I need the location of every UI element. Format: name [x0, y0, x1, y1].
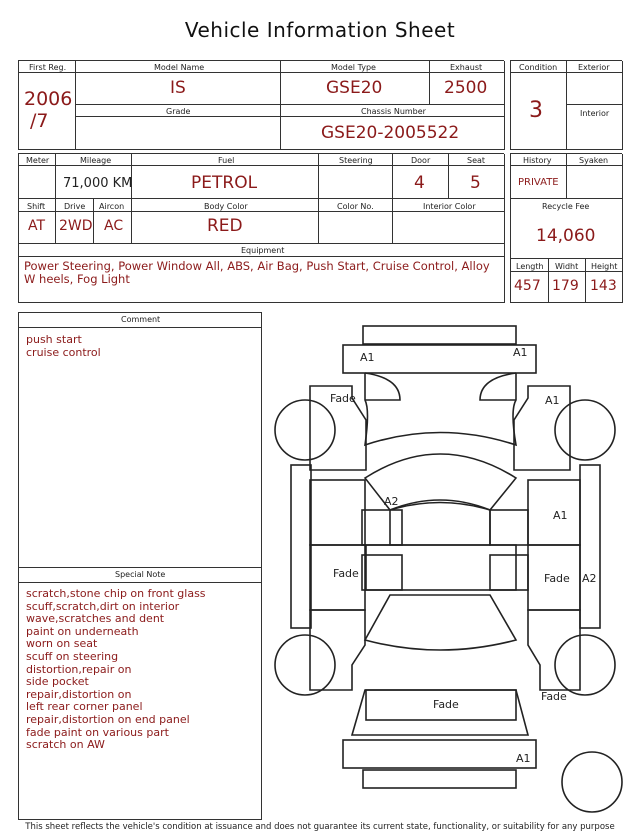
mark-right-rear-door-a: Fade: [544, 572, 570, 585]
mark-rear-bumper: A1: [516, 752, 531, 765]
mark-trunk: Fade: [433, 698, 459, 711]
mark-front-glass: A2: [384, 495, 399, 508]
special-note-line: left rear corner panel: [26, 700, 143, 714]
right-rear-window: [490, 555, 528, 590]
syaken-cell: [567, 154, 623, 199]
body-color-label: Body Color: [204, 202, 248, 211]
right-sill: [580, 465, 600, 628]
drive-label: Drive: [64, 202, 86, 211]
headlight-left: [365, 373, 400, 400]
spare-wheel: [562, 752, 622, 812]
aircon-value: AC: [104, 218, 124, 234]
special-note-line: scratch,stone chip on front glass: [26, 587, 206, 600]
fuel-label: Fuel: [218, 156, 235, 165]
first-reg-year: 2006: [24, 88, 73, 110]
rear-glass: [365, 595, 516, 650]
front-bumper-top: [363, 326, 516, 344]
car-damage-diagram: [270, 320, 636, 816]
trunk: [352, 690, 528, 735]
seat-value: 5: [470, 173, 481, 193]
first-reg-label: First Reg.: [29, 63, 67, 72]
door-value: 4: [414, 173, 425, 193]
height-label: Height: [591, 262, 618, 271]
model-name-label: Model Name: [154, 63, 205, 72]
hood: [365, 373, 516, 445]
right-front-window: [490, 510, 528, 545]
drive-value: 2WD: [59, 218, 93, 234]
rear-bumper-bottom: [363, 770, 516, 788]
left-front-window: [362, 510, 402, 545]
grade-cell: [76, 105, 281, 150]
comment-label: Comment: [121, 315, 161, 324]
special-note-header: [19, 567, 261, 583]
shift-label: Shift: [27, 202, 46, 211]
comment-list: [26, 334, 101, 359]
mark-hood: Fade: [330, 392, 356, 405]
model-name-value: IS: [170, 78, 186, 98]
width-label: Widht: [555, 262, 579, 271]
aircon-label: Aircon: [99, 202, 125, 211]
body-color-value: RED: [207, 216, 243, 236]
special-note-line: paint on underneath: [26, 624, 139, 638]
wheel-front-right: [555, 400, 615, 460]
exterior-label: Exterior: [578, 63, 610, 72]
special-note-line: scuff on steering: [26, 649, 119, 663]
front-right-fender: [514, 386, 570, 470]
mileage-label: Mileage: [80, 156, 112, 165]
exterior-cell: [567, 61, 623, 105]
special-note-line: repair,distortion on end panel: [26, 712, 190, 726]
steering-cell: [319, 154, 393, 199]
exhaust-label: Exhaust: [450, 63, 483, 72]
headlight-right: [480, 373, 516, 400]
chassis-number-label: Chassis Number: [361, 107, 426, 116]
history-value: PRIVATE: [518, 177, 559, 188]
interior-label: Interior: [580, 109, 610, 118]
special-note-line: scratch on AW: [26, 738, 105, 752]
special-note-list: [26, 588, 206, 752]
color-no-label: Color No.: [337, 202, 374, 211]
mark-front-bumper-right: A1: [513, 346, 528, 359]
history-label: History: [523, 156, 552, 165]
left-sill: [291, 465, 311, 628]
condition-table: [510, 60, 622, 150]
mark-right-rear-fender: Fade: [541, 690, 567, 703]
syaken-label: Syaken: [579, 156, 609, 165]
height-value: 143: [590, 278, 617, 294]
wheel-rear-left: [275, 635, 335, 695]
left-rear-window: [362, 555, 402, 590]
disclaimer-footer: This sheet reflects the vehicle's condition at issuance and does not guarantee its current state, functionality, or suitability for any purpose: [25, 822, 615, 832]
equipment-label: Equipment: [241, 246, 285, 255]
special-note-label: Special Note: [115, 570, 166, 579]
right-rear-quarter: [528, 610, 580, 690]
condition-value: 3: [529, 98, 543, 123]
model-type-value: GSE20: [326, 78, 383, 98]
mileage-value: 71,000 KM: [63, 176, 133, 191]
mark-front-bumper-left: A1: [360, 351, 375, 364]
wheel-front-left: [275, 400, 335, 460]
comment-line: push start: [26, 333, 82, 346]
wheel-rear-right: [555, 635, 615, 695]
left-front-door: [310, 480, 365, 545]
interior-cell: [567, 105, 623, 150]
mark-front-right-fender: A1: [545, 394, 560, 407]
special-note-line: scuff,scratch,dirt on interior: [26, 599, 180, 613]
model-type-label: Model Type: [331, 63, 376, 72]
width-value: 179: [552, 278, 579, 294]
shift-value: AT: [28, 218, 46, 234]
chassis-number-value: GSE20-2005522: [321, 123, 460, 143]
special-note-line: fade paint on various part: [26, 725, 169, 739]
comment-line: cruise control: [26, 345, 101, 359]
sheet-title: Vehicle Information Sheet: [184, 18, 456, 42]
exhaust-value: 2500: [444, 78, 488, 98]
first-reg-month: /7: [30, 110, 49, 132]
interior-color-label: Interior Color: [423, 202, 476, 211]
special-note-line: side pocket: [26, 675, 89, 689]
condition-label: Condition: [519, 63, 558, 72]
length-value: 457: [514, 278, 541, 294]
recycle-fee-value: 14,060: [536, 226, 596, 246]
mark-left-rear-door: Fade: [333, 567, 359, 580]
equipment-value: Power Steering, Power Window All, ABS, Air Bag, Push Start, Cruise Control, Alloy W heels, Fog Light: [24, 259, 490, 286]
special-note-line: distortion,repair on: [26, 662, 132, 676]
special-note-line: wave,scratches and dent: [26, 612, 165, 626]
left-rear-quarter: [310, 610, 365, 690]
meter-cell: [19, 154, 56, 199]
comment-header: [19, 313, 261, 328]
meter-label: Meter: [26, 156, 50, 165]
seat-label: Seat: [467, 156, 486, 165]
roof: [390, 503, 490, 546]
special-note-line: repair,distortion on: [26, 687, 132, 701]
door-label: Door: [411, 156, 431, 165]
roof-panel: [366, 545, 516, 590]
length-label: Length: [516, 262, 544, 271]
special-note-line: worn on seat: [26, 637, 98, 651]
interior-color-cell: [393, 199, 505, 244]
mark-right-front-door: A1: [553, 509, 568, 522]
rear-bumper: [343, 740, 536, 768]
fuel-value: PETROL: [191, 173, 258, 193]
recycle-fee-label: Recycle Fee: [542, 202, 590, 211]
grade-label: Grade: [166, 107, 191, 116]
mark-right-rear-door-b: A2: [582, 572, 597, 585]
steering-label: Steering: [339, 156, 373, 165]
color-no-cell: [319, 199, 393, 244]
